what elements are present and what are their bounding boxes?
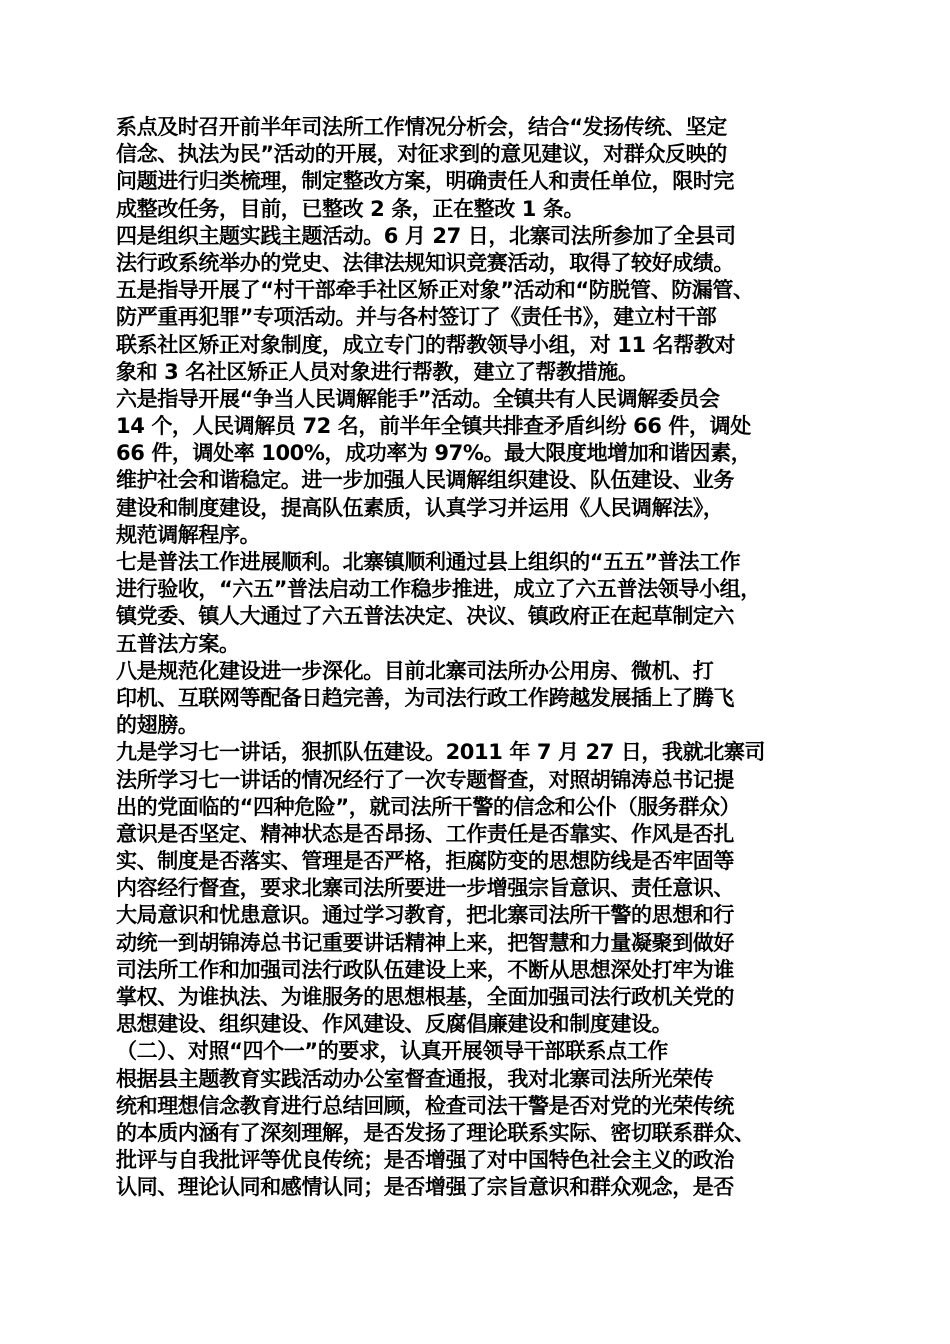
text-line: 规范调解程序。 (116, 522, 261, 547)
text-line: 的翅膀。 (116, 713, 199, 738)
document-page (116, 114, 838, 1202)
text-line: 动统一到胡锦涛总书记重要讲话精神上来，把智慧和力量凝聚到做好 (116, 930, 734, 955)
text-line: 九是学习七一讲话，狠抓队伍建设。2011 年 7 月 27 日，我就北寨司 (116, 740, 766, 765)
text-line: 出的党面临的“四种危险”，就司法所干警的信念和公仆（服务群众） (116, 794, 741, 819)
text-line: 五普法方案。 (116, 631, 240, 656)
text-line: 镇党委、镇人大通过了六五普法决定、决议、镇政府正在起草制定六 (116, 604, 734, 629)
text-line: 系点及时召开前半年司法所工作情况分析会，结合“发扬传统、坚定 (116, 115, 727, 139)
text-line: 根据县主题教育实践活动办公室督查通报，我对北寨司法所光荣传 (116, 1066, 714, 1091)
text-line: 问题进行归类梳理，制定整改方案，明确责任人和责任单位，限时完 (116, 169, 734, 194)
text-line: 法行政系统举办的党史、法律法规知识竞赛活动，取得了较好成绩。 (116, 250, 734, 275)
text-line: 思想建设、组织建设、作风建设、反腐倡廉建设和制度建设。 (116, 1012, 673, 1037)
text-line: （二）、对照“四个一”的要求，认真开展领导干部联系点工作 (116, 1039, 668, 1064)
text-line: 法所学习七一讲话的情况经行了一次专题督查，对照胡锦涛总书记提 (116, 767, 734, 792)
text-line: 七是普法工作进展顺利。北寨镇顺利通过县上组织的“五五”普法工作 (116, 550, 741, 574)
text-line: 四是组织主题实践主题活动。6 月 27 日，北寨司法所参加了全县司 (116, 223, 736, 248)
text-line: 八是规范化建设进一步深化。目前北寨司法所办公用房、微机、打 (116, 658, 714, 683)
text-line: 实、制度是否落实、管理是否严格，拒腐防变的思想防线是否牢固等 (116, 849, 734, 874)
text-line: 建设和制度建设，提高队伍素质，认真学习并运用《人民调解法》， (116, 495, 724, 520)
text-line: 掌权、为谁执法、为谁服务的思想根基，全面加强司法行政机关党的 (116, 985, 734, 1009)
text-line: 批评与自我批评等优良传统；是否增强了对中国特色社会主义的政治 (116, 1148, 734, 1173)
text-line: 六是指导开展“争当人民调解能手”活动。全镇共有人民调解委员会 (116, 386, 720, 411)
text-line: 进行验收，“六五”普法启动工作稳步推进，成立了六五普法领导小组， (116, 577, 761, 602)
text-line: 的本质内涵有了深刻理解，是否发扬了理论联系实际、密切联系群众、 (116, 1120, 755, 1145)
text-line: 司法所工作和加强司法行政队伍建设上来，不断从思想深处打牢为谁 (116, 957, 734, 982)
text-line: 信念、执法为民”活动的开展，对征求到的意见建议，对群众反映的 (116, 142, 727, 167)
text-line: 五是指导开展了“村干部牵手社区矫正对象”活动和“防脱管、防漏管、 (116, 278, 754, 303)
text-line: 印机、互联网等配备日趋完善，为司法行政工作跨越发展插上了腾飞 (116, 685, 734, 710)
text-line: 66 件，调处率 100%，成功率为 97%。最大限度地增加和谐因素， (116, 441, 752, 466)
text-line: 统和理想信念教育进行总结回顾，检查司法干警是否对党的光荣传统 (116, 1093, 734, 1118)
text-line: 意识是否坚定、精神状态是否昂扬、工作责任是否靠实、作风是否扎 (116, 821, 734, 846)
text-line: 联系社区矫正对象制度，成立专门的帮教领导小组，对 11 名帮教对 (116, 332, 736, 357)
text-line: 维护社会和谐稳定。进一步加强人民调解组织建设、队伍建设、业务 (116, 468, 734, 493)
text-line: 象和 3 名社区矫正人员对象进行帮教，建立了帮教措施。 (116, 359, 639, 384)
text-line: 大局意识和忧患意识。通过学习教育，把北寨司法所干警的思想和行 (116, 903, 734, 928)
text-line: 认同、理论认同和感情认同；是否增强了宗旨意识和群众观念，是否 (116, 1175, 734, 1200)
text-line: 14 个，人民调解员 72 名，前半年全镇共排查矛盾纠纷 66 件，调处 (116, 414, 751, 439)
text-line: 防严重再犯罪”专项活动。并与各村签订了《责任书》，建立村干部 (116, 305, 717, 330)
text-line: 成整改任务，目前，已整改 2 条，正在整改 1 条。 (116, 196, 585, 221)
text-line: 内容经行督查，要求北寨司法所要进一步增强宗旨意识、责任意识、 (116, 876, 734, 901)
